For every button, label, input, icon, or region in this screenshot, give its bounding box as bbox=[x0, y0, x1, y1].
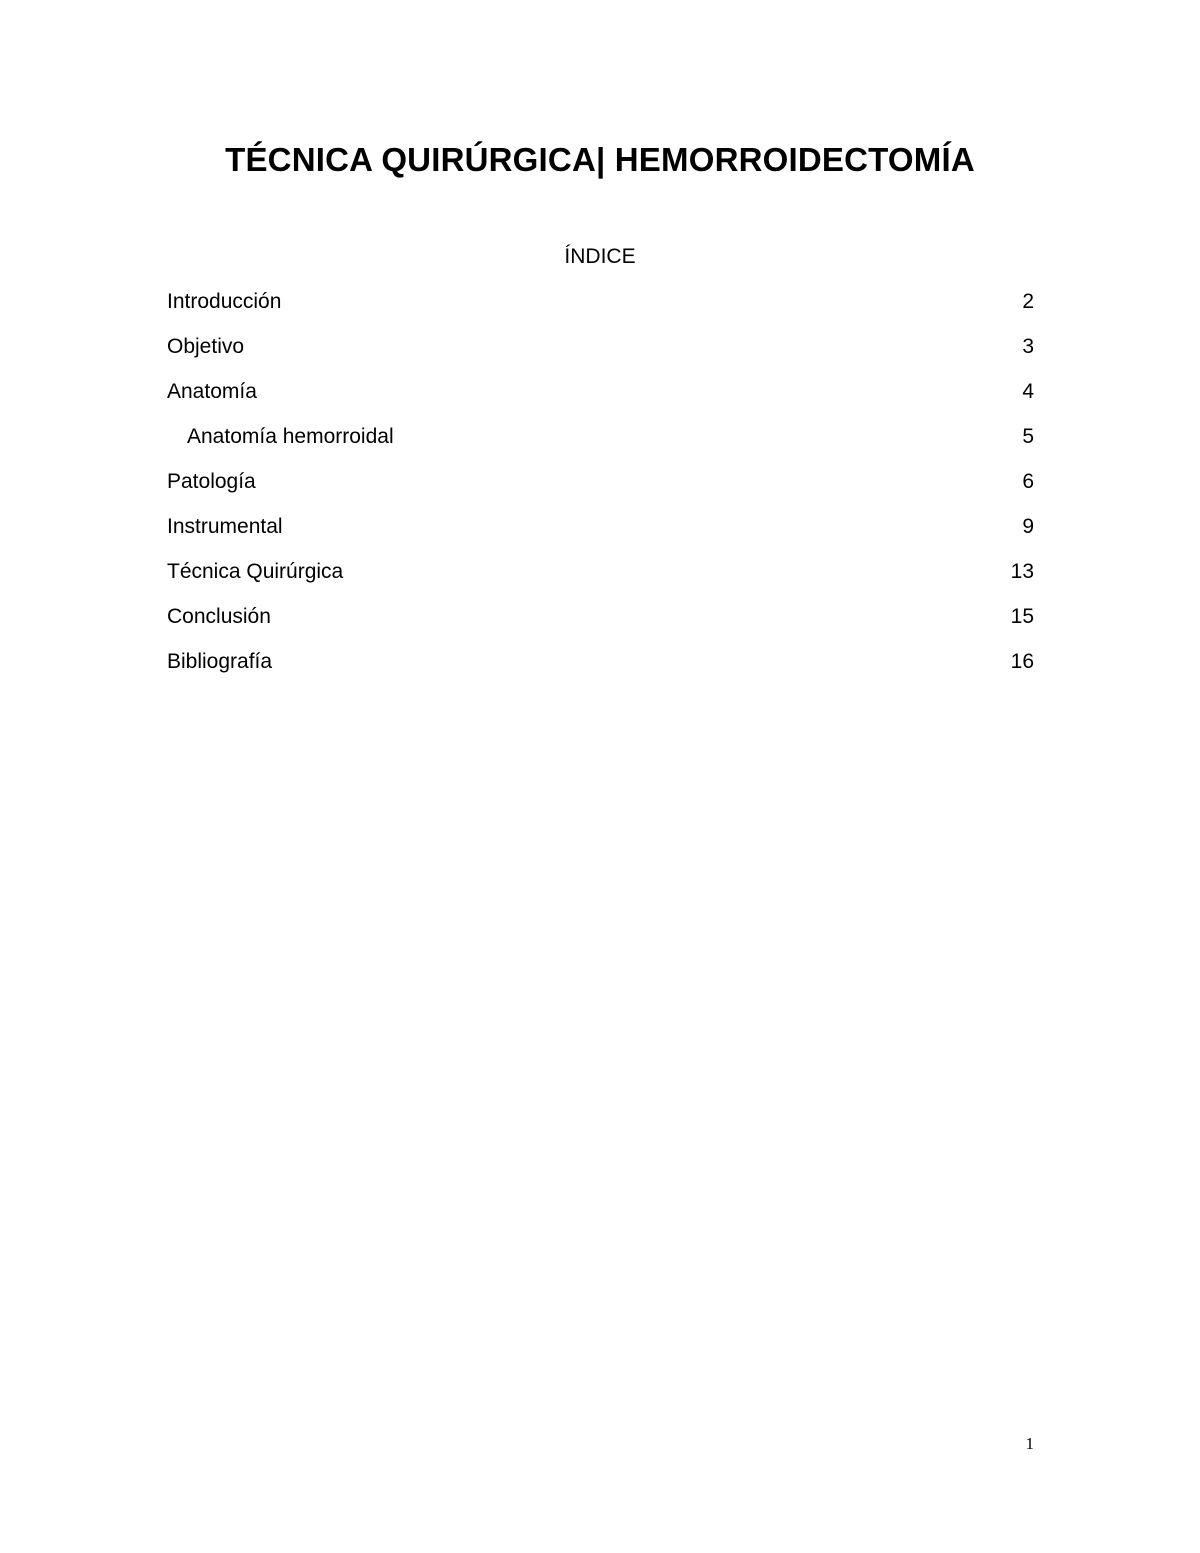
toc-entry-page: 15 bbox=[1010, 605, 1034, 628]
toc-entry-label: Bibliografía bbox=[167, 650, 273, 673]
toc-entry-tecnica-quirurgica[interactable] bbox=[167, 558, 1034, 603]
page-number: 1 bbox=[1025, 1434, 1034, 1453]
toc-entry-instrumental[interactable] bbox=[167, 513, 1034, 558]
toc-entry-label: Patología bbox=[167, 470, 256, 493]
toc-entry-label: Técnica Quirúrgica bbox=[167, 560, 344, 583]
toc-entry-page: 13 bbox=[1010, 560, 1034, 583]
toc-entry-patologia[interactable] bbox=[167, 468, 1034, 513]
toc-entry-page: 16 bbox=[1010, 650, 1034, 673]
toc-entry-page: 9 bbox=[1022, 515, 1034, 538]
toc-entry-page: 2 bbox=[1022, 290, 1034, 313]
toc-entry-page: 5 bbox=[1022, 425, 1034, 448]
toc-entry-page: 4 bbox=[1022, 380, 1034, 403]
toc-entry-page: 6 bbox=[1022, 470, 1034, 493]
toc-entry-label: Introducción bbox=[167, 290, 282, 313]
toc-entry-bibliografia[interactable] bbox=[167, 648, 1034, 693]
toc-entry-anatomia-hemorroidal[interactable] bbox=[167, 423, 1034, 468]
document-title: TÉCNICA QUIRÚRGICA| HEMORROIDECTOMÍA bbox=[225, 141, 975, 178]
toc-entry-label: Objetivo bbox=[167, 335, 245, 358]
toc-entry-conclusion[interactable] bbox=[167, 603, 1034, 648]
toc-entry-introduccion[interactable] bbox=[167, 288, 1034, 333]
toc-entry-label: Instrumental bbox=[167, 515, 283, 538]
toc-entry-label: Anatomía bbox=[167, 380, 257, 403]
toc-entry-anatomia[interactable] bbox=[167, 378, 1034, 423]
toc-entry-label: Conclusión bbox=[167, 605, 271, 628]
toc-entry-objetivo[interactable] bbox=[167, 333, 1034, 378]
toc-heading: ÍNDICE bbox=[564, 245, 636, 268]
toc-entry-page: 3 bbox=[1022, 335, 1034, 358]
toc-entry-label: Anatomía hemorroidal bbox=[187, 425, 394, 448]
table-of-contents bbox=[167, 288, 1034, 693]
